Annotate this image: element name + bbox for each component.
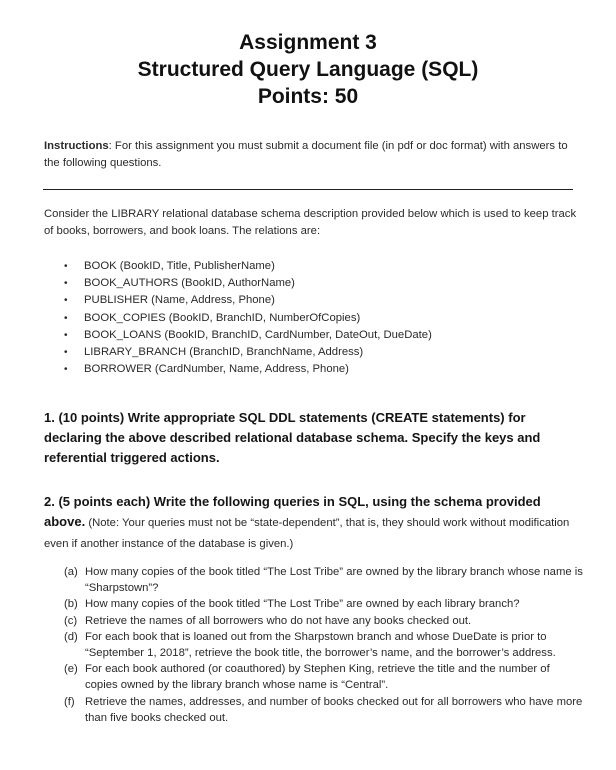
list-item (64, 661, 584, 693)
schema-intro-paragraph: Consider the LIBRARY relational database schema description provided below which is used to keep track of books, borrowers, and book loans. The relations are: (44, 208, 577, 237)
subquestion-text: Retrieve the names, addresses, and number of books checked out for all borrowers who have more than five books checked out. (85, 695, 583, 724)
horizontal-divider (43, 189, 573, 190)
subquestion-label: (b) (64, 598, 78, 611)
list-item (64, 292, 432, 309)
bullet-icon: • (64, 261, 68, 272)
question-2-heading: 2. (5 points each) Write the following queries in SQL, using the schema provided above. (44, 494, 541, 529)
list-item (64, 629, 584, 661)
relation-text: PUBLISHER (Name, Address, Phone) (84, 294, 275, 307)
relation-text: BOOK_LOANS (BookID, BranchID, CardNumber, DateOut, DueDate) (84, 328, 432, 341)
subquestion-label: (c) (64, 614, 78, 627)
subquestion-label: (f) (64, 695, 75, 708)
assignment-points: Points: 50 (257, 85, 359, 108)
subquestion-label: (d) (64, 630, 78, 643)
subquestion-text: Retrieve the names of all borrowers who do not have any books checked out. (85, 614, 472, 627)
list-item (64, 310, 432, 327)
question-2-note: (Note: Your queries must not be “state-dependent”, that is, they should work without modification even if another instance of the database is given.) (44, 517, 570, 550)
bullet-icon: • (64, 329, 68, 341)
relation-text: LIBRARY_BRANCH (BranchID, BranchName, Address) (84, 346, 364, 359)
relation-text: BOOK_COPIES (BookID, BranchID, NumberOfCopies) (84, 311, 361, 324)
list-item (64, 361, 432, 378)
list-item (64, 327, 432, 344)
subquestion-text: How many copies of the book titled “The Lost Tribe” are owned by each library branch? (85, 598, 520, 611)
assignment-title: Assignment 3 (239, 31, 377, 54)
subquestions-list (64, 564, 584, 726)
subquestion-text: For each book that is loaned out from the Sharpstown branch and whose DueDate is prior to “September 1, 2018”, retrieve the book title, the borrower’s name, and the borrower’s address. (85, 630, 556, 660)
question-1: 1. (10 points) Write appropriate SQL DDL statements (CREATE statements) for declaring the above described relational database schema. Specify the keys and referential triggered actions. (44, 410, 541, 465)
relation-text: BOOK (BookID, Title, PublisherName) (84, 260, 275, 272)
bullet-icon: • (64, 364, 68, 376)
list-item (64, 564, 584, 596)
bullet-icon: • (64, 347, 68, 359)
schema-relations-list (64, 258, 432, 378)
subquestion-label: (e) (64, 663, 78, 676)
instructions-label: Instructions (44, 140, 109, 152)
instructions-text: : For this assignment you must submit a document file (in pdf or doc format) with answers to the following questions. (44, 140, 568, 169)
list-item (64, 344, 432, 361)
bullet-icon: • (64, 295, 68, 307)
list-item (64, 596, 584, 612)
assignment-subject: Structured Query Language (SQL) (137, 58, 479, 81)
relation-text: BOOK_AUTHORS (BookID, AuthorName) (84, 277, 295, 290)
instructions-paragraph (44, 138, 578, 172)
list-item (64, 694, 584, 726)
list-item (64, 275, 432, 292)
subquestion-text: For each book authored (or coauthored) by Stephen King, retrieve the title and the number of copies owned by the library branch whose name is “Central”. (85, 663, 550, 692)
subquestion-text: How many copies of the book titled “The Lost Tribe” are owned by the library branch whose name is “Sharpstown”? (85, 566, 583, 595)
relation-text: BORROWER (CardNumber, Name, Address, Phone) (84, 363, 349, 376)
list-item (64, 258, 432, 275)
subquestion-label: (a) (64, 566, 78, 578)
question-2 (44, 492, 578, 554)
bullet-icon: • (64, 278, 68, 290)
list-item (64, 613, 584, 629)
bullet-icon: • (64, 312, 68, 324)
